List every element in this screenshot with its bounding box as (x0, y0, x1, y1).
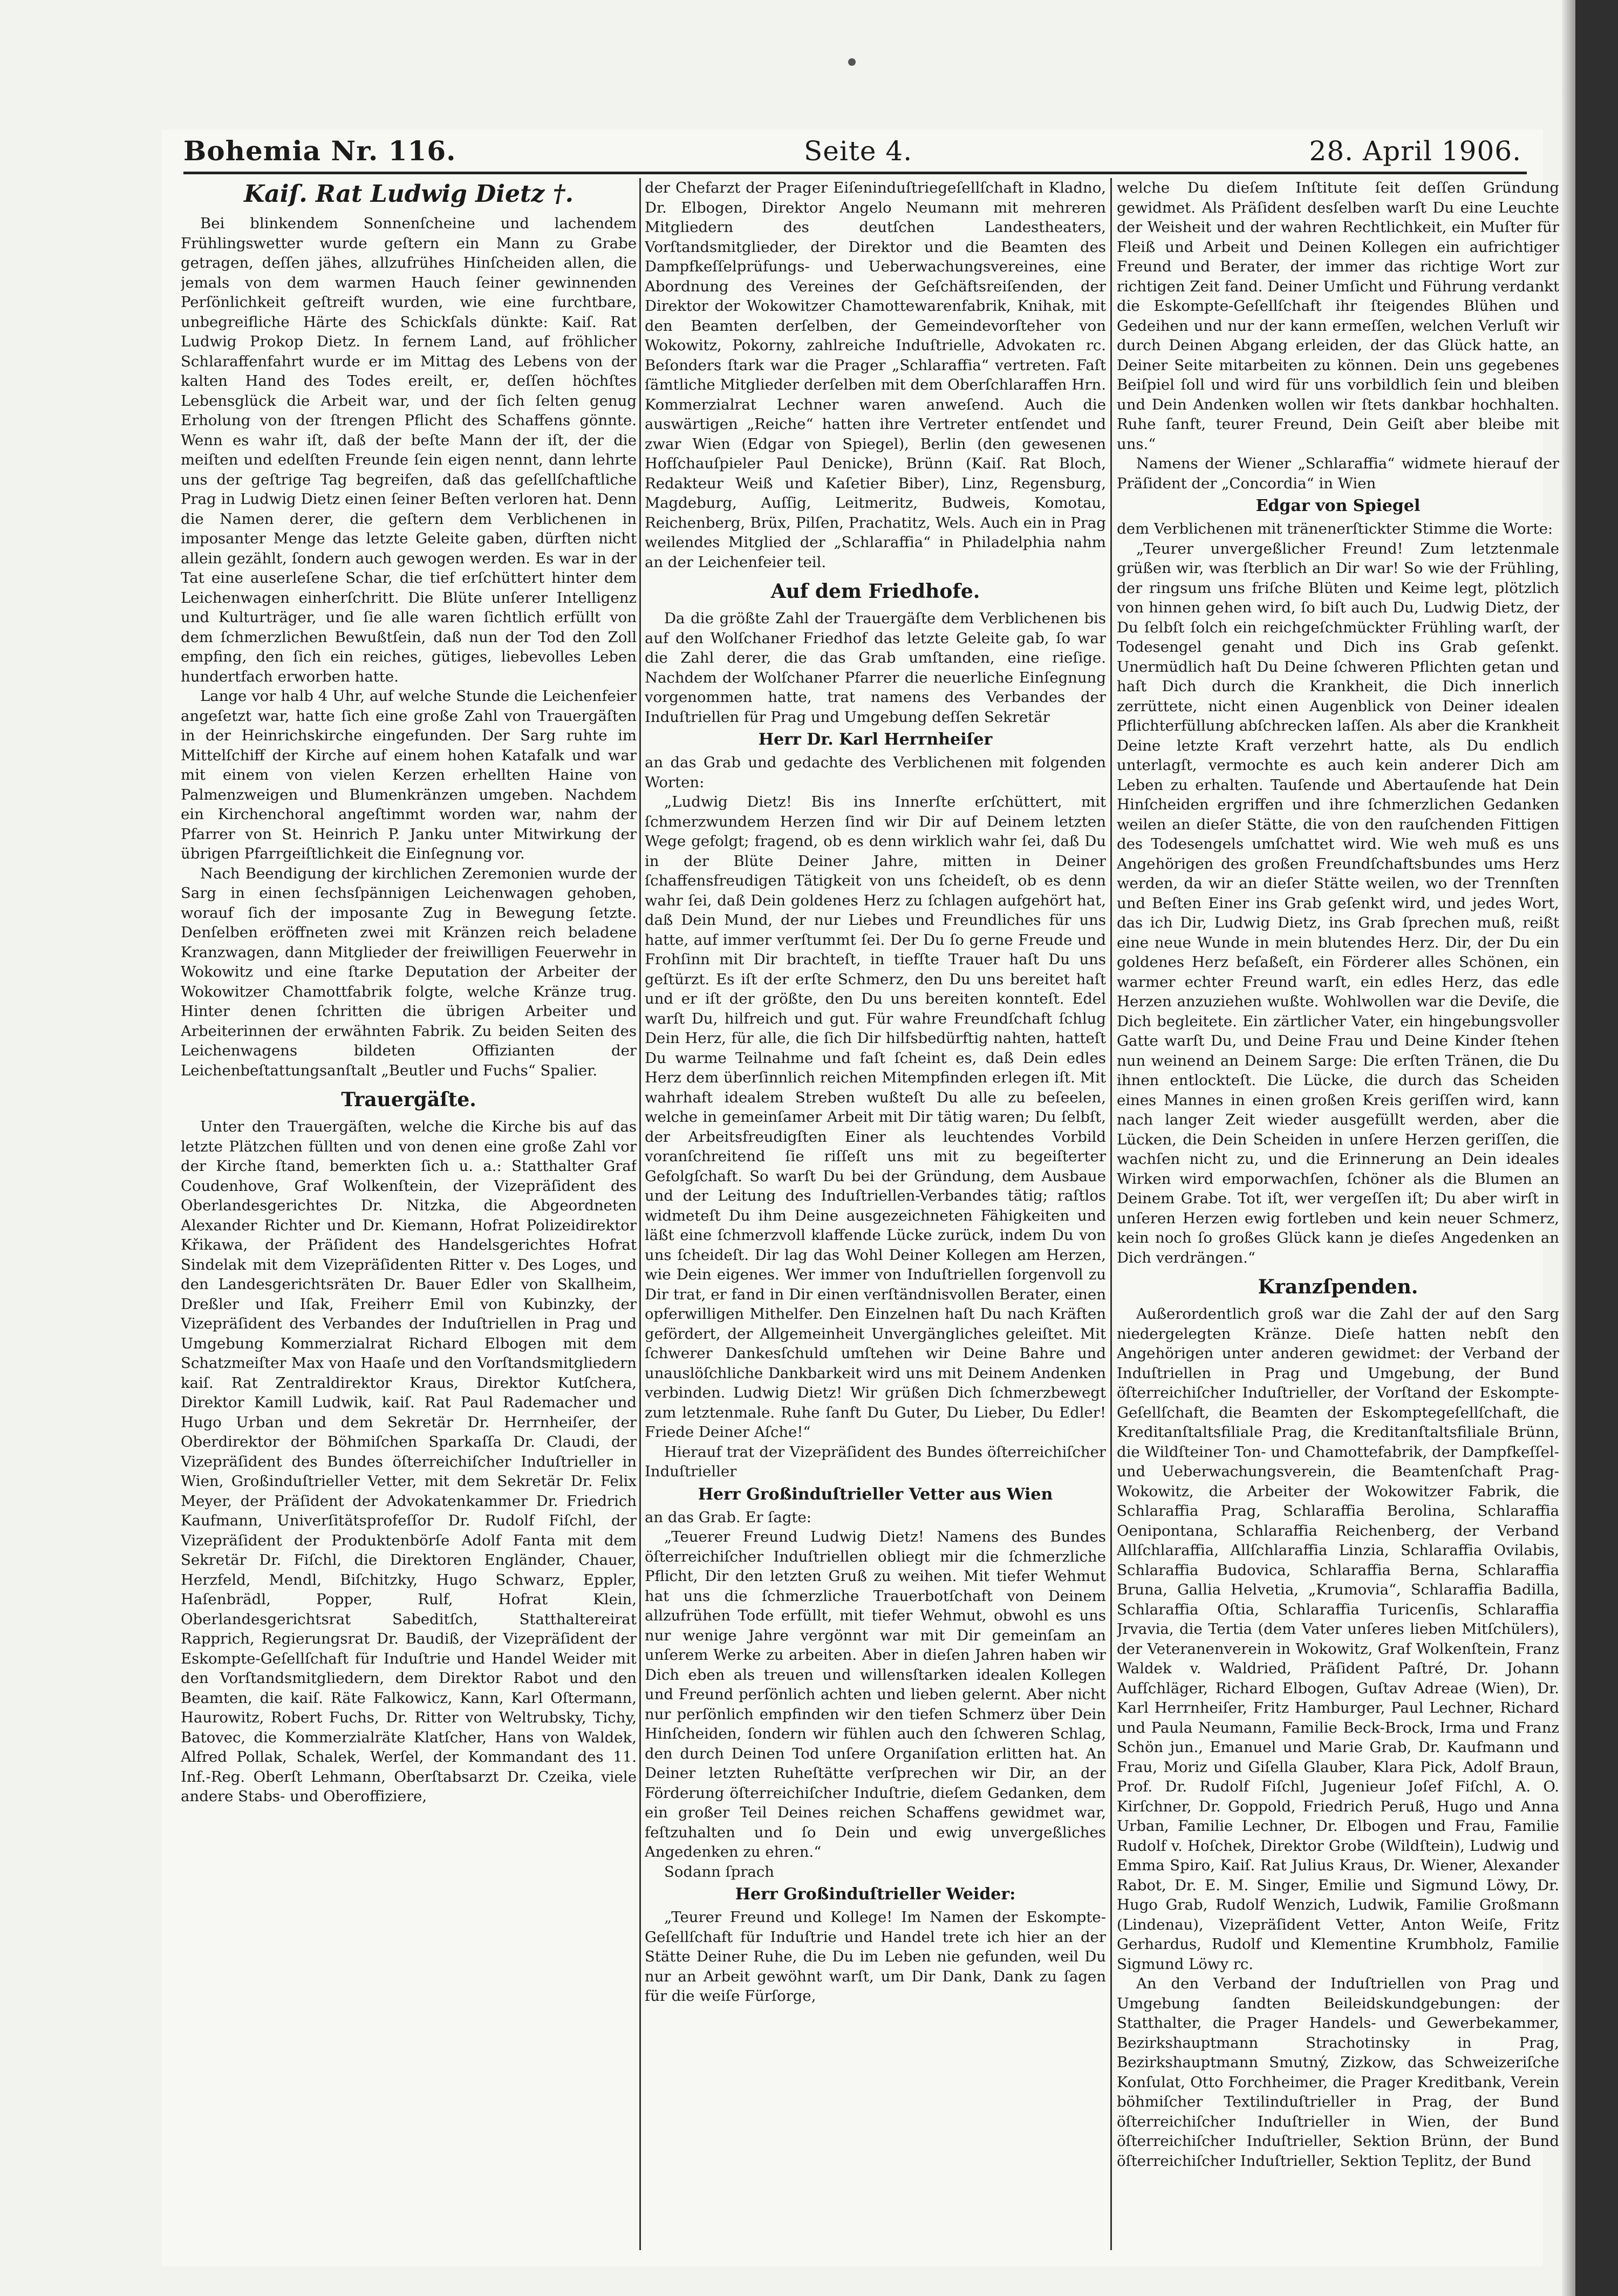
column-rule (1110, 178, 1112, 2250)
paragraph: Da die größte Zahl der Trauergäſte dem Verblichenen bis auf den Wolſchaner Friedhof das letzte Geleite gab, ſo war die Zahl derer, die das Grab umſtanden, eine rieſige. Nachdem der Wolſchaner Pfarrer die neuerliche Einſegnung vorgenommen hatte, trat namens des Verbandes der Induſtriellen für Prag und Umgebung deſſen Sekretär (645, 610, 1106, 726)
article-title: Kaiſ. Rat Ludwig Dietz †. (244, 180, 574, 208)
speech: „Teuerer Freund Ludwig Dietz! Namens des Bundes öſterreichiſcher Induſtriellen obliegt mir die ſchmerzliche Pflicht, Dir den letzten Gruß zu weihen. Mit tiefer Wehmut hat uns die ſchmerzliche Trauerbotſchaft von Deinem allzufrühen Tode erfüllt, mit tiefer Wehmut, obwohl es uns nur wenige Jahre vergönnt war mit Dir gemeinſam an unſerem Werke zu arbeiten. Aber in dieſen Jahren haben wir Dich eben als treuen und willensſtarken idealen Kollegen und Freund perſönlich achten und lieben gelernt. Aber nicht nur perſönlich empfinden wir den tiefen Schmerz über Dein Hinſcheiden, ſondern wir fühlen auch den ſchweren Schlag, den durch Deinen Tod unſere Organiſation erlitten hat. An Deiner letzten Ruheſtätte verſprechen wir Dir, an der Förderung öſterreichiſcher Induſtrie, dieſem Gedanken, dem ein großer Teil Deines reichen Schaffens gewidmet war, feſtzuhalten und ſo Dein und ewig unvergeßliches Angedenken zu ehren.“ (645, 1528, 1106, 1861)
speaker-name: Herr Großinduſtrieller Weider: (735, 1885, 1016, 1904)
column-middle (645, 178, 1106, 2256)
speech: „Teurer unvergeßlicher Freund! Zum letztenmale grüßen wir, was ſterblich an Dir war! So wie der Frühling, der ringsum uns friſche Blüten und Keime legt, plötzlich von hinnen gehen wird, ſo biſt auch Du, Ludwig Dietz, der Du ſelbſt ſolch ein reichgeſchmückter Frühling warſt, der Todesengel genaht und Dich ins Grab geſenkt. Unermüdlich haſt Du Deine ſchweren Pflichten getan und haſt Dich durch die Krankheit, die Dich innerlich zerrüttete, nicht einen Augenblick von Deiner idealen Pflichterfüllung abſchrecken laſſen. Als aber die Krankheit Deine letzte Kraft verzehrt hatte, als Du endlich unterlagſt, vermochte es auch kein anderer Dich am Leben zu erhalten. Tauſende und Abertauſende hat Dein Hinſcheiden ergriffen und ihre ſchmerzlichen Gedanken weilen an dieſer Stätte, die von den rauſchenden Fittigen des Todesengels umſchattet wird. Wie weh muß es uns Angehörigen des großen Freundſchaftsbundes ums Herz werden, da wir an dieſer Stätte weilen, wo der Trennſten und Beſten Einer ins Grab geſenkt wird, und jedes Wort, das ich Dir, Ludwig Dietz, ins Grab ſprechen muß, reißt eine neue Wunde in mein blutendes Herz. Dir, der Du ein goldenes Herz beſaßeſt, ein Förderer alles Schönen, ein warmer echter Freund warſt, ein edles Herz, das edle Herzen anzuziehen wußte. Wohlwollen war die Deviſe, die Dich begleitete. Ein zärtlicher Vater, ein hingebungsvoller Gatte warſt Du, und Deine Frau und Deine Kinder ſtehen nun weinend an Deinem Sarge: Die erſten Tränen, die Du ihnen entlockteſt. Die Lücke, die durch das Scheiden eines Mannes in einen großen Kreis geriſſen wird, kann nach langer Zeit wieder ausgefüllt werden, aber die Lücken, die Dein Scheiden in unſere Herzen geriſſen, die wachſen nicht zu, und die Erinnerung an Dein ideales Wirken wird emporwachſen, ſchöner als die Blumen an Deinem Grabe. Tot iſt, wer vergeſſen iſt; Du aber wirſt in unſeren Herzen ewig fortleben und kein neuer Schmerz, kein noch ſo großes Glück kann je dieſes Angedenken an Dich verdrängen.“ (1117, 540, 1559, 1266)
paragraph: Sodann ſprach (664, 1863, 774, 1881)
paragraph: der Chefarzt der Prager Eiſeninduſtriegeſellſchaft in Kladno, Dr. Elbogen, Direktor Angelo Neumann mit mehreren Mitgliedern des deutſchen Landestheaters, Vorſtandsmitglieder, der Direktor und die Beamten des Dampfkeſſelprüfungs- und Ueberwachungsvereines, eine Abordnung des Vereines der Geſchäftsreiſenden, der Direktor der Wokowitzer Chamottewarenfabrik, Knihak, mit den Beamten derſelben, der Gemeindevorſteher von Wokowitz, Pokorny, zahlreiche Induſtrielle, Advokaten rc. Beſonders ſtark war die Prager „Schlaraffia“ vertreten. Faſt ſämtliche Mitglieder derſelben mit dem Oberſchlaraffen Hrn. Kommerzialrat Lechner waren anweſend. Auch die auswärtigen „Reiche“ hatten ihre Vertreter entſendet und zwar Wien (Edgar von Spiegel), Berlin (den gewesenen Hofſchauſpieler Paul Denicke), Brünn (Kaiſ. Rat Bloch, Redakteur Weiß und Kaſetier Biber), Linz, Regensburg, Magdeburg, Auſſig, Leitmeritz, Budweis, Komotau, Reichenberg, Brüx, Pilſen, Prachatitz, Wels. Auch ein in Prag weilendes Mitglied der „Schlaraffia“ in Philadelphia nahm an der Leichenfeier teil. (645, 179, 1106, 571)
paragraph: Hierauf trat der Vizepräſident des Bundes öſterreichiſcher Induſtrieller (645, 1443, 1106, 1480)
paragraph: Nach Beendigung der kirchlichen Zeremonien wurde der Sarg in einen ſechsſpännigen Leichenwagen gehoben, worauf ſich der imposante Zug in Bewegung ſetzte. Denſelben eröffneten zwei mit Kränzen reich beladene Kranzwagen, dann Mitglieder der freiwilligen Feuerwehr in Wokowitz und eine ſtarke Deputation der Arbeiter der Wokowitzer Chamottfabrik folgte, welche Kränze trug. Hinter denen ſchritten die übrigen Arbeiter und Arbeiterinnen der erwähnten Fabrik. Zu beiden Seiten des Leichenwagens bildeten Offizianten der Leichenbeſtattungsanſtalt „Beutler und Fuchs“ Spalier. (181, 864, 637, 1079)
paragraph: Namens der Wiener „Schlaraffia“ widmete hierauf der Präſident der „Concordia“ in Wien (1117, 455, 1559, 492)
speech: welche Du dieſem Inſtitute ſeit deſſen Gründung gewidmet. Als Präſident desſelben warſt Du eine Leuchte der Weisheit und der wahren Rechtlichkeit, ein Muſter für Fleiß und Arbeit und Deinen Kollegen ein aufrichtiger Freund und Berater, der immer das richtige Wort zur richtigen Zeit fand. Deiner Umſicht und Führung verdankt die Eskompte-Geſellſchaft ihr ſteigendes Blühen und Gedeihen und nur der kann ermeſſen, welchen Verluſt wir durch Deinen Abgang erleiden, der das Glück hatte, an Deiner Seite mitarbeiten zu können. Dein uns gegebenes Beiſpiel ſoll und wird für uns vorbildlich ſein und bleiben und Dein Andenken wollen wir ſtets dankbar hochhalten. Ruhe ſanft, teurer Freund, Dein Geiſt aber bleibe mit uns.“ (1117, 179, 1559, 453)
paragraph: Bei blinkendem Sonnenſcheine und lachendem Frühlingswetter wurde geſtern ein Mann zu Grabe getragen, deſſen jähes, allzufrühes Hinſcheiden allen, die jemals von dem warmen Hauch ſeiner gewinnenden Perſönlichkeit geſtreift wurden, wie eine furchtbare, unbegreifliche Härte des Schickſals dünkte: Kaiſ. Rat Ludwig Prokop Dietz. In fernem Land, auf fröhlicher Schlaraffenfahrt wurde er im Mittag des Lebens von der kalten Hand des Todes ereilt, er, deſſen höchſtes Lebensglück die Arbeit war, und der ſich ſelten genug Erholung von der ſtrengen Pflicht des Schaffens gönnte. Wenn es wahr iſt, daß der beſte Mann der iſt, der die meiſten und edelſten Freunde ſein eigen nennt, dann lehrte uns der geſtrige Tag begreifen, daß das geſellſchaftliche Prag in Ludwig Dietz einen ſeiner Beſten verloren hat. Denn die Namen derer, die geſtern dem Verblichenen in imposanter Menge das letzte Geleite gaben, dürften nicht allein gezählt, ſondern auch gewogen werden. Es war in der Tat eine auserleſene Schar, die tief erſchüttert hinter dem Leichenwagen einherſchritt. Die Blüte unſerer Intelligenz und Kulturträger, und ſie alle waren ſichtlich erfüllt von dem ſchmerzlichen Bewußtſein, daß nun der Tod den Zoll empfing, den ſich ein reiches, gütiges, liebevolles Leben hundertfach erworben hatte. (181, 215, 637, 685)
issue-date: 28. April 1906. (1309, 135, 1521, 167)
scan-border (1575, 0, 1618, 2296)
paragraph: Außerordentlich groß war die Zahl der auf den Sarg niedergelegten Kränze. Dieſe hatten nebſt den Angehörigen unter anderen gewidmet: der Verband der Induſtriellen in Prag und Umgebung, der Bund öſterreichiſcher Induſtrieller, der Vorſtand der Eskompte-Geſellſchaft, die Beamten der Eskomptegeſellſchaft, die Kreditanſtaltsfiliale Prag, die Kreditanſtaltsfiliale Brünn, die Wildſteiner Ton- und Chamottefabrik, der Dampfkeſſel- und Ueberwachungsverein, die Beamtenſchaft Prag-Wokowitz, die Arbeiter der Wokowitzer Fabrik, die Schlaraffia Prag, Schlaraffia Berolina, Schlaraffia Oenipontana, Schlaraffia Reichenberg, der Verband Allſchlaraffia, Allſchlaraffia Linzia, Schlaraffia Ovilabis, Schlaraffia Budovica, Schlaraffia Berna, Schlaraffia Bruna, Gallia Helvetia, „Krumovia“, Schlaraffia Badilla, Schlaraffia Oſtia, Schlaraffia Turicenſis, Schlaraffia Jrvavia, die Tertia (dem Vater unſeres lieben Mitſchülers), der Veteranenverein in Wokowitz, Graf Wolkenſtein, Franz Waldek v. Waldried, Präſident Paſtré, Dr. Johann Aufſchläger, Richard Elbogen, Guſtav Adreae (Wien), Dr. Karl Herrnheiſer, Fritz Hamburger, Paul Lechner, Richard und Paula Neumann, Familie Beck-Brock, Irma und Franz Schön jun., Emanuel und Marie Grab, Dr. Kaufmann und Frau, Moriz und Giſella Glauber, Klara Pick, Adolf Braun, Prof. Dr. Rudolf Fiſchl, Jugenieur Joſef Fiſchl, A. O. Kirſchner, Dr. Goppold, Friedrich Peruß, Hugo und Anna Urban, Familie Lechner, Dr. Elbogen und Frau, Familie Rudolf v. Hoſchek, Direktor Grobe (Wildſtein), Ludwig und Emma Spiro, Kaiſ. Rat Julius Kraus, Dr. Wiener, Alexander Rabot, Dr. E. M. Singer, Emilie und Sigmund Löwy, Dr. Hugo Grab, Rudolf Wenzich, Ludwik, Familie Großmann (Lindenau), Vizepräſident Vetter, Anton Weiſe, Fritz Gerhardus, Rudolf und Klementine Krumbholz, Familie Sigmund Löwy rc. (1117, 1305, 1559, 1973)
paragraph: an das Grab. Er ſagte: (645, 1508, 812, 1526)
paragraph: Lange vor halb 4 Uhr, auf welche Stunde die Leichenfeier angeſetzt war, hatte ſich eine große Zahl von Trauergäſten in der Heinrichskirche eingefunden. Der Sarg ruhte im Mittelſchiff der Kirche auf einem hohen Katafalk und war mit einem von vielen Kerzen erhellten Haine von Palmenzweigen und Blumenkränzen umgeben. Nachdem ein Kirchenchoral angeſtimmt worden war, nahm der Pfarrer von St. Heinrich P. Janku unter Mitwirkung der übrigen Pfarrgeiſtlichkeit die Einſegnung vor. (181, 687, 637, 862)
column-right (1117, 178, 1559, 2256)
column-rule (639, 178, 641, 2250)
speech: „Teurer Freund und Kollege! Im Namen der Eskompte-Geſellſchaft für Induſtrie und Handel trete ich hier an der Stätte Deiner Ruhe, die Du im Leben nie gefunden, weil Du nur an Arbeit gewöhnt warſt, um Dir Dank, Dank zu ſagen für die weiſe Fürſorge, (645, 1909, 1106, 2005)
page-edge-shadow (1562, 0, 1575, 2296)
paragraph: An den Verband der Induſtriellen von Prag und Umgebung ſandten Beileidskundgebungen: der Statthalter, die Prager Handels- und Gewerbekammer, Bezirkshauptmann Strachotinsky in Prag, Bezirkshauptmann Smutný, Zizkow, das Schweizeriſche Konſulat, Otto Forchheimer, die Prager Kreditbank, Verein böhmiſcher Textilinduſtrieller in Prag, der Bund öſterreichiſcher Induſtrieller in Wien, der Bund öſterreichiſcher Induſtrieller, Sektion Brünn, der Bund öſterreichiſcher Induſtrieller, Sektion Teplitz, der Bund (1117, 1975, 1559, 2170)
column-left (181, 178, 637, 2256)
speaker-name: Edgar von Spiegel (1255, 496, 1421, 515)
section-heading: Kranzſpenden. (1258, 1276, 1418, 1298)
speaker-name: Herr Großinduſtrieller Vetter aus Wien (698, 1484, 1053, 1504)
page-header (183, 134, 1527, 174)
punch-hole (848, 58, 856, 66)
section-heading: Trauergäſte. (341, 1088, 476, 1111)
paragraph: dem Verblichenen mit tränenerſtickter Stimme die Worte: (1117, 520, 1553, 537)
speech: „Ludwig Dietz! Bis ins Innerſte erſchüttert, mit ſchmerzwundem Herzen ſind wir Dir auf Deinem letzten Wege gefolgt; fragend, ob es denn wirklich wahr ſei, daß Du in der Blüte Deiner Jahre, mitten in Deiner ſchaffensfreudigen Tätigkeit von uns ſcheideſt, ob es denn wahr ſei, daß Dein goldenes Herz zu ſchlagen aufgehört hat, daß Dein Mund, der nur Liebes und Freundliches für uns hatte, auf immer verſtummt ſei. Der Du ſo gerne Freude und Frohſinn mit Dir brachteſt, in tiefſte Trauer haſt Du uns geſtürzt. Es iſt der erſte Schmerz, den Du uns bereitet haſt und er iſt der größte, den Du uns bereiten konnteſt. Edel warſt Du, hilfreich und gut. Für wahre Freundſchaft ſchlug Dein Herz, für alle, die ſich Dir hilfsbedürftig nahten, hatteſt Du warme Teilnahme und faſt ſcheint es, daß Dein edles Herz dem überſinnlich reichen Mitempfinden erlegen iſt. Mit wahrhaft idealem Streben wußteſt Du alle zu beſeelen, welche in gemeinſamer Arbeit mit Dir tätig waren; Du ſelbſt, der Arbeitsfreudigſten Einer als leuchtendes Vorbild voranſchreitend ſie riſſeſt uns mit zu begeiſterter Gefolgſchaft. So warſt Du bei der Gründung, dem Ausbaue und der Leitung des Induſtriellen-Verbandes tätig; raſtlos widmeteſt Du ihm Deine ausgezeichneten Fähigkeiten und läßt eine ſchmerzvoll klaffende Lücke zurück, indem Du von uns ſcheideſt. Dir lag das Wohl Deiner Kollegen am Herzen, wie Dein eigenes. Wer immer von Induſtriellen ſorgenvoll zu Dir trat, er fand in Dir einen verſtändnisvollen Berater, einen opferwilligen Mithelfer. Den Einzelnen haſt Du nach Kräften gefördert, der Allgemeinheit Unvergängliches geleiſtet. Mit ſchwerer Dankesſchuld umſtehen wir Deine Bahre und unauslöſchliche Dankbarkeit wird uns mit Deinem Andenken verbinden. Ludwig Dietz! Wir grüßen Dich ſchmerzbewegt zum letztenmale. Ruhe ſanft Du Guter, Du Lieber, Du Edler! Friede Deiner Aſche!“ (645, 793, 1106, 1441)
newspaper-issue: Bohemia Nr. 116. (183, 135, 456, 167)
paragraph: Unter den Trauergäſten, welche die Kirche bis auf das letzte Plätzchen füllten und von denen eine große Zahl vor der Kirche ſtand, bemerkten ſich u. a.: Statthalter Graf Coudenhove, Graf Wolkenſtein, der Vizepräſident des Oberlandesgerichtes Dr. Nitzka, die Abgeordneten Alexander Richter und Dr. Kiemann, Hofrat Polizeidirektor Křikawa, der Präſident des Handelsgerichtes Hofrat Sindelak mit dem Vizepräſidenten Ritter v. Des Loges, und den Landesgerichtsräten Dr. Bauer Edler von Skallheim, Dreßler und Iſak, Freiherr Emil von Kubinzky, der Vizepräſident des Verbandes der Induſtriellen in Prag und Umgebung Kommerzialrat Richard Elbogen mit dem Schatzmeiſter Max von Haaſe und den Vorſtandsmitgliedern kaiſ. Rat Zentraldirektor Kraus, Direktor Kutſchera, Direktor Kamill Ludwik, kaiſ. Rat Paul Rademacher und Hugo Urban und dem Sekretär Dr. Herrnheiſer, der Oberdirektor der Böhmiſchen Sparkaſſa Dr. Claudi, der Vizepräſident des Bundes öſterreichiſcher Induſtrieller in Wien, Großinduſtrieller Vetter, mit dem Sekretär Dr. Felix Meyer, der Präſident der Advokatenkammer Dr. Friedrich Kaufmann, Univerſitätsprofeſſor Dr. Rudolf Fiſchl, der Vizepräſident der Produktenbörſe Adolf Fanta mit dem Sekretär Dr. Fiſchl, die Direktoren Engländer, Chauer, Herzfeld, Mendl, Biſchitzky, Hugo Schwarz, Eppler, Haſenbrädl, Popper, Rulf, Hofrat Klein, Oberlandesgerichtsrat Sabeditſch, Statthaltereirat Rapprich, Regierungsrat Dr. Baudiß, der Vizepräſident der Eskompte-Geſellſchaft für Induſtrie und Handel Weider mit den Vorſtandsmitgliedern, dem Direktor Rabot und den Beamten, die kaiſ. Räte Falkowicz, Kann, Karl Oſtermann, Haurowitz, Robert Fuchs, Dr. Ritter von Weltrubsky, Tichy, Batovec, die Kommerzialräte Klatſcher, Hans von Waldek, Alfred Pollak, Schalek, Werſel, der Kommandant des 11. Inf.-Reg. Oberſt Lehmann, Oberſtabsarzt Dr. Czeika, viele andere Stabs- und Oberoffiziere, (181, 1118, 637, 1805)
page-number: Seite 4. (804, 135, 913, 167)
section-heading: Auf dem Friedhofe. (770, 580, 980, 603)
speaker-name: Herr Dr. Karl Herrnheiſer (758, 730, 993, 749)
paragraph: an das Grab und gedachte des Verblichenen mit folgenden Worten: (645, 754, 1106, 791)
